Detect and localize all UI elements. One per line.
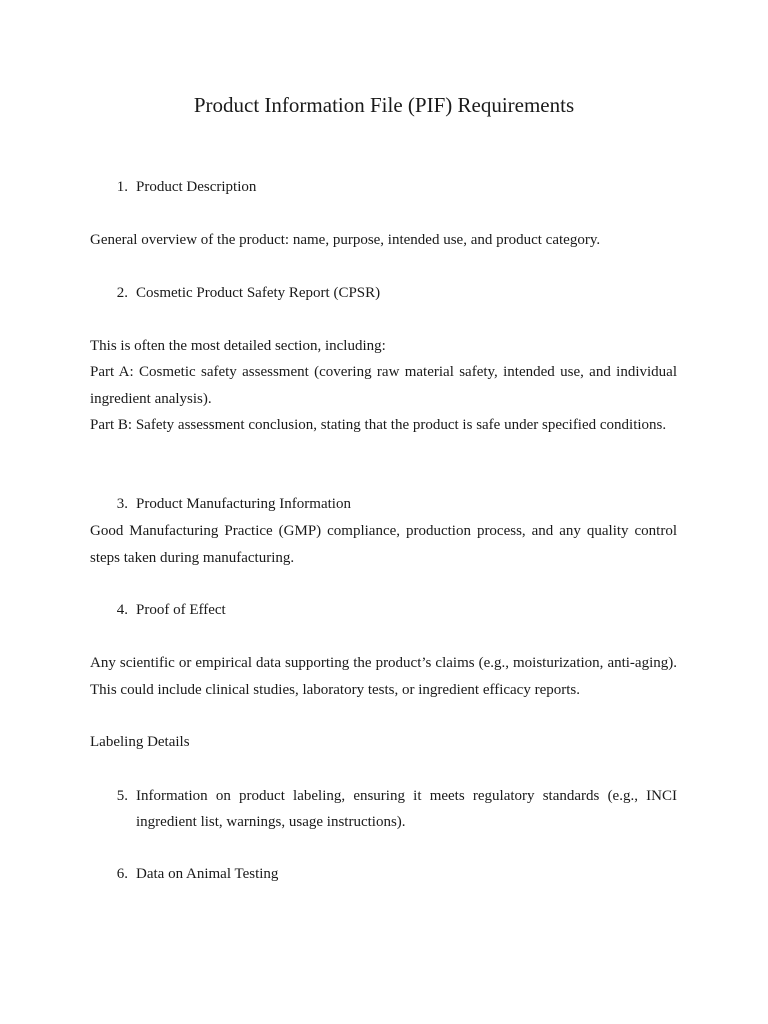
list-item-number: 4. bbox=[116, 602, 128, 618]
list-item-number: 3. bbox=[116, 496, 128, 512]
list-item-label: Product Manufacturing Information bbox=[136, 496, 351, 512]
paragraph-proof-of-effect: Any scientific or empirical data supporting the product’s claims (e.g., moisturization, anti-aging). This could include clinical studies, laboratory tests, or ingredient efficacy reports. bbox=[90, 655, 677, 698]
paragraph-product-description: General overview of the product: name, purpose, intended use, and product category. bbox=[90, 232, 601, 248]
list-item-label: Proof of Effect bbox=[136, 602, 226, 618]
list-item-number: 2. bbox=[116, 285, 128, 301]
paragraph-manufacturing: Good Manufacturing Practice (GMP) compliance, production process, and any quality control steps taken during manufacturing. bbox=[90, 523, 677, 566]
paragraph-cpsr-part-a: Part A: Cosmetic safety assessment (covering raw material safety, intended use, and individual ingredient analysis). bbox=[90, 364, 677, 407]
list-item-number: 6. bbox=[116, 866, 128, 882]
list-item-label: Product Description bbox=[136, 179, 257, 195]
list-item-label: Cosmetic Product Safety Report (CPSR) bbox=[136, 285, 381, 301]
list-item-number: 1. bbox=[116, 179, 128, 195]
page-title: Product Information File (PIF) Requirements bbox=[193, 93, 575, 117]
paragraph-labeling-details: Labeling Details bbox=[90, 734, 190, 750]
list-item-label: Information on product labeling, ensuring it meets regulatory standards (e.g., INCI ingredient list, warnings, usage instructions). bbox=[136, 788, 677, 830]
list-item-label: Data on Animal Testing bbox=[136, 866, 279, 882]
paragraph-cpsr-part-b: Part B: Safety assessment conclusion, stating that the product is safe under specified conditions. bbox=[90, 417, 667, 433]
list-item-number: 5. bbox=[116, 788, 128, 804]
paragraph-cpsr-intro: This is often the most detailed section, including: bbox=[90, 338, 386, 354]
